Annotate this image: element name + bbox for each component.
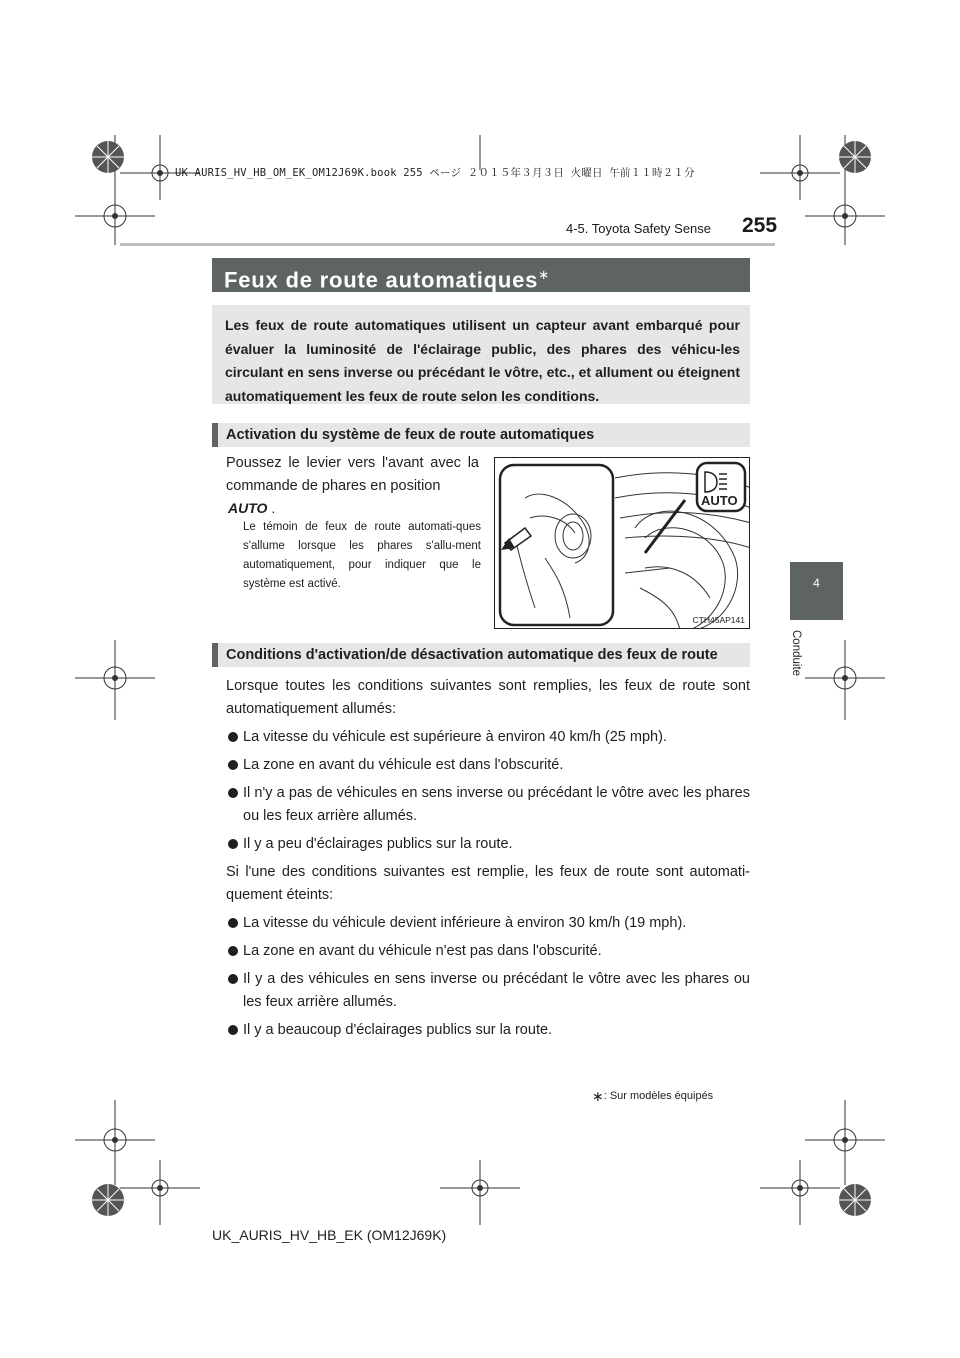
equipped-marker: ∗ bbox=[538, 267, 550, 282]
on-conditions-intro: Lorsque toutes les conditions suivantes sont remplies, les feux de route sont automatiquement allumés: bbox=[226, 678, 750, 717]
list-item: La vitesse du véhicule est supérieure à environ 40 km/h (25 mph). bbox=[226, 726, 750, 749]
page-title bbox=[212, 258, 750, 292]
auto-symbol: AUTO bbox=[228, 500, 268, 516]
chapter-tab-label: Conduite bbox=[790, 630, 802, 677]
list-item: La zone en avant du véhicule n'est pas dans l'obscurité. bbox=[226, 940, 750, 963]
footnote bbox=[592, 1088, 713, 1105]
lever-illustration bbox=[494, 457, 750, 629]
footnote-star: ∗ bbox=[592, 1088, 604, 1104]
list-item: Il y a des véhicules en sens inverse ou précédant le vôtre avec les phares ou les feux arrière allumés. bbox=[226, 968, 750, 1014]
auto-callout-label: AUTO bbox=[701, 493, 738, 508]
illustration-code: CTH45AP141 bbox=[692, 615, 745, 625]
page-title-text: Feux de route automatiques bbox=[224, 267, 539, 293]
print-info-strip: UK AURIS_HV_HB_OM_EK_OM12J69K.book 255 ページ ２０１５年３月３日 火曜日 午前１１時２１分 bbox=[175, 167, 695, 179]
conditions-body bbox=[226, 675, 750, 1047]
conditions-heading: Conditions d'activation/de désactivation automatique des feux de route bbox=[212, 643, 750, 667]
chapter-tab bbox=[790, 562, 843, 620]
auto-position-line bbox=[228, 497, 275, 520]
list-item: La vitesse du véhicule devient inférieure à environ 30 km/h (19 mph). bbox=[226, 912, 750, 935]
list-item: La zone en avant du véhicule est dans l'obscurité. bbox=[226, 754, 750, 777]
auto-suffix: . bbox=[271, 500, 276, 516]
page-number: 255 bbox=[742, 214, 778, 237]
intro-summary: Les feux de route automatiques utilisent un capteur avant embarqué pour évaluer la luminosité de l'éclairage public, des phares des véhicu-les circulant en sens inverse ou précédant le vôtre, etc., et allument ou éteignent automatiquement les feux de route selon les conditions. bbox=[212, 305, 750, 404]
indicator-note: Le témoin de feux de route automati-ques s'allume lorsque les phares s'allu-ment automatiquement, pour indiquer que le système est activé. bbox=[243, 521, 481, 590]
document-code: UK_AURIS_HV_HB_EK (OM12J69K) bbox=[212, 1227, 447, 1243]
header-rule bbox=[120, 243, 775, 246]
list-item: Il n'y a pas de véhicules en sens inverse ou précédant le vôtre avec les phares ou les feux arrière allumés. bbox=[226, 782, 750, 828]
section-title: 4-5. Toyota Safety Sense bbox=[566, 221, 712, 236]
activation-heading: Activation du système de feux de route automatiques bbox=[212, 423, 750, 447]
list-item: Il y a beaucoup d'éclairages publics sur la route. bbox=[226, 1019, 750, 1042]
activation-instruction: Poussez le levier vers l'avant avec la commande de phares en position bbox=[226, 455, 479, 494]
lever-illustration-drawing bbox=[495, 458, 750, 629]
list-item: Il y a peu d'éclairages publics sur la route. bbox=[226, 833, 750, 856]
off-conditions-intro: Si l'une des conditions suivantes est remplie, les feux de route sont automati-quement éteints: bbox=[226, 864, 750, 903]
chapter-tab-number: 4 bbox=[813, 576, 820, 590]
footnote-text: : Sur modèles équipés bbox=[603, 1090, 714, 1102]
